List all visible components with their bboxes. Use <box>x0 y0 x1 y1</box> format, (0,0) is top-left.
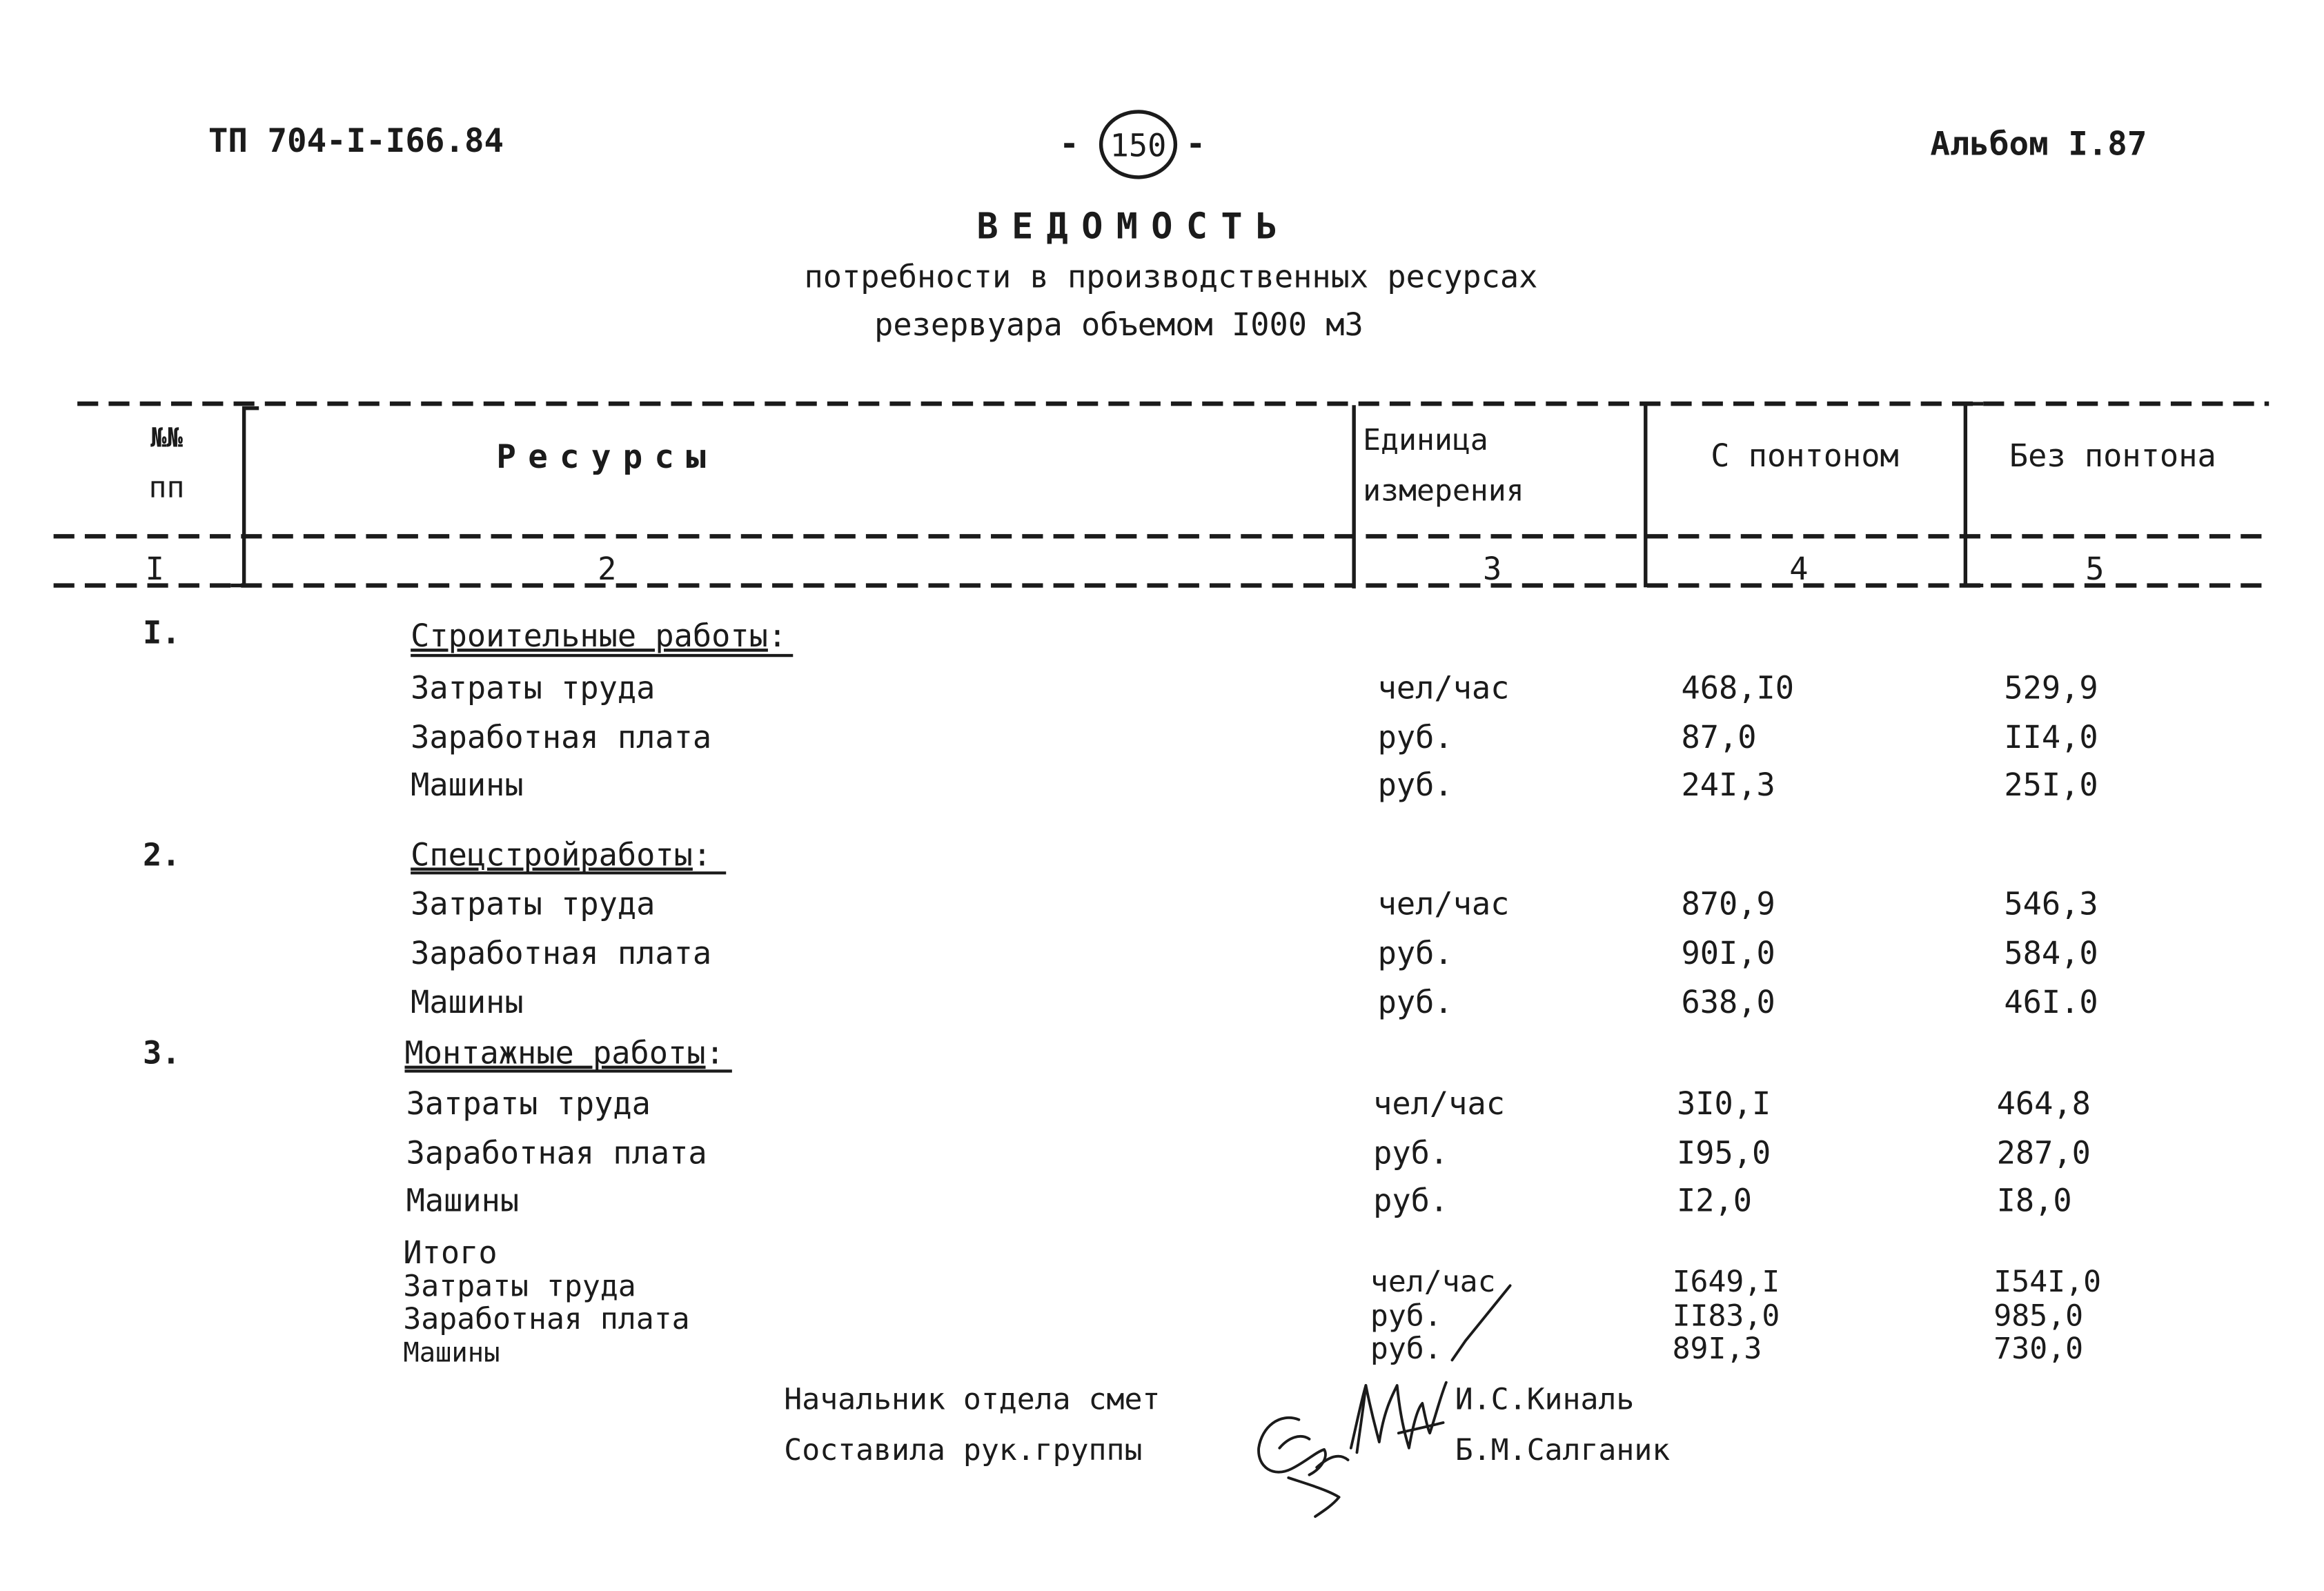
row-value-without: 287,0 <box>1996 1134 2091 1172</box>
col-header-unit-top: Единица <box>1363 423 1488 458</box>
row-value-without: 546,3 <box>2004 885 2098 922</box>
row-name: Затраты труда <box>406 1085 651 1123</box>
total-row-unit: руб. <box>1370 1298 1442 1334</box>
row-name: Заработная плата <box>411 718 712 755</box>
row-unit: руб. <box>1377 934 1453 971</box>
total-label: Итого <box>403 1234 498 1271</box>
col-header-with-pontoon: С понтоном <box>1711 437 1899 474</box>
title-line1: потребности в производственных ресурсах <box>804 258 1538 295</box>
row-value-with: I95,0 <box>1677 1134 1771 1172</box>
total-row-name: Заработная плата <box>403 1301 690 1336</box>
row-value-without: 25I,0 <box>2004 766 2098 804</box>
row-value-with: 24I,3 <box>1681 766 1775 804</box>
section-number: 2. <box>142 836 181 873</box>
row-unit: чел/час <box>1373 1085 1505 1123</box>
col-number-4: 4 <box>1789 550 1809 587</box>
col-number-2: 2 <box>598 550 617 587</box>
row-value-with: I2,0 <box>1677 1182 1753 1219</box>
section-title: Спецстройработы: <box>411 836 712 873</box>
row-name: Заработная плата <box>411 934 712 971</box>
signature-role: Составила рук.группы <box>784 1432 1143 1468</box>
row-value-without: 529,9 <box>2004 669 2098 706</box>
col-number-5: 5 <box>2085 550 2105 587</box>
col-header-resource: Ресурсы <box>496 437 718 476</box>
signature-role: Начальник отдела смет <box>784 1382 1161 1417</box>
row-value-without: II4,0 <box>2004 718 2098 755</box>
doc-code: ТП 704-I-I66.84 <box>208 122 504 161</box>
row-unit: руб. <box>1377 718 1453 755</box>
col-number-3: 3 <box>1483 550 1502 587</box>
row-unit: руб. <box>1377 984 1453 1021</box>
col-header-without-pontoon: Без понтона <box>2009 437 2216 474</box>
col-header-unit-bottom: измерения <box>1363 473 1524 508</box>
section-title: Строительные работы: <box>411 617 787 655</box>
row-name: Затраты труда <box>411 885 656 922</box>
row-unit: руб. <box>1373 1182 1449 1219</box>
section-title: Монтажные работы: <box>404 1034 725 1071</box>
row-value-without: I8,0 <box>1996 1182 2072 1219</box>
row-value-with: 468,I0 <box>1681 669 1795 706</box>
row-name: Машины <box>411 984 524 1021</box>
col-header-num-top: №№ <box>150 422 183 454</box>
col-header-num-bottom: пп <box>148 471 185 506</box>
row-name: Затраты труда <box>411 669 656 706</box>
album-label: Альбом I.87 <box>1930 125 2147 164</box>
title-line2: резервуара объемом I000 м3 <box>874 306 1363 343</box>
row-unit: руб. <box>1377 766 1453 804</box>
row-name: Машины <box>406 1182 520 1219</box>
total-row-name: Машины <box>403 1337 500 1369</box>
row-value-without: 46I.0 <box>2004 984 2098 1021</box>
page-dash-right: - <box>1185 125 1206 164</box>
total-row-value-without: 985,0 <box>1993 1298 2084 1334</box>
total-row-value-without: 730,0 <box>1993 1332 2084 1367</box>
row-value-with: 3I0,I <box>1677 1085 1771 1123</box>
total-row-name: Затраты труда <box>403 1269 636 1304</box>
col-number-1: I <box>145 550 164 587</box>
row-unit: чел/час <box>1377 885 1510 922</box>
table-rules <box>54 404 2269 585</box>
signature-name: И.С.Киналь <box>1455 1382 1635 1417</box>
total-row-value-with: I649,I <box>1672 1264 1780 1300</box>
row-name: Машины <box>411 766 524 804</box>
total-row-value-without: I54I,0 <box>1993 1264 2102 1300</box>
row-value-with: 90I,0 <box>1681 934 1775 971</box>
section-number: 3. <box>142 1034 181 1071</box>
row-value-with: 638,0 <box>1681 984 1775 1021</box>
total-row-unit: руб. <box>1370 1332 1442 1367</box>
row-name: Заработная плата <box>406 1134 707 1172</box>
signature-name: Б.М.Салганик <box>1455 1432 1671 1468</box>
table-column-rules <box>230 404 1983 589</box>
row-value-without: 464,8 <box>1996 1085 2091 1123</box>
row-unit: руб. <box>1373 1134 1449 1172</box>
section-number: I. <box>142 614 181 651</box>
row-value-with: 870,9 <box>1681 885 1775 922</box>
total-row-value-with: 89I,3 <box>1672 1332 1762 1367</box>
row-value-with: 87,0 <box>1681 718 1757 755</box>
row-value-without: 584,0 <box>2004 934 2098 971</box>
title-main: ВЕДОМОСТЬ <box>976 206 1291 248</box>
page-number: 150 <box>1110 127 1167 164</box>
total-row-unit: чел/час <box>1370 1264 1496 1300</box>
total-row-value-with: II83,0 <box>1672 1298 1780 1334</box>
row-unit: чел/час <box>1377 669 1510 706</box>
page-dash-left: - <box>1059 125 1079 164</box>
